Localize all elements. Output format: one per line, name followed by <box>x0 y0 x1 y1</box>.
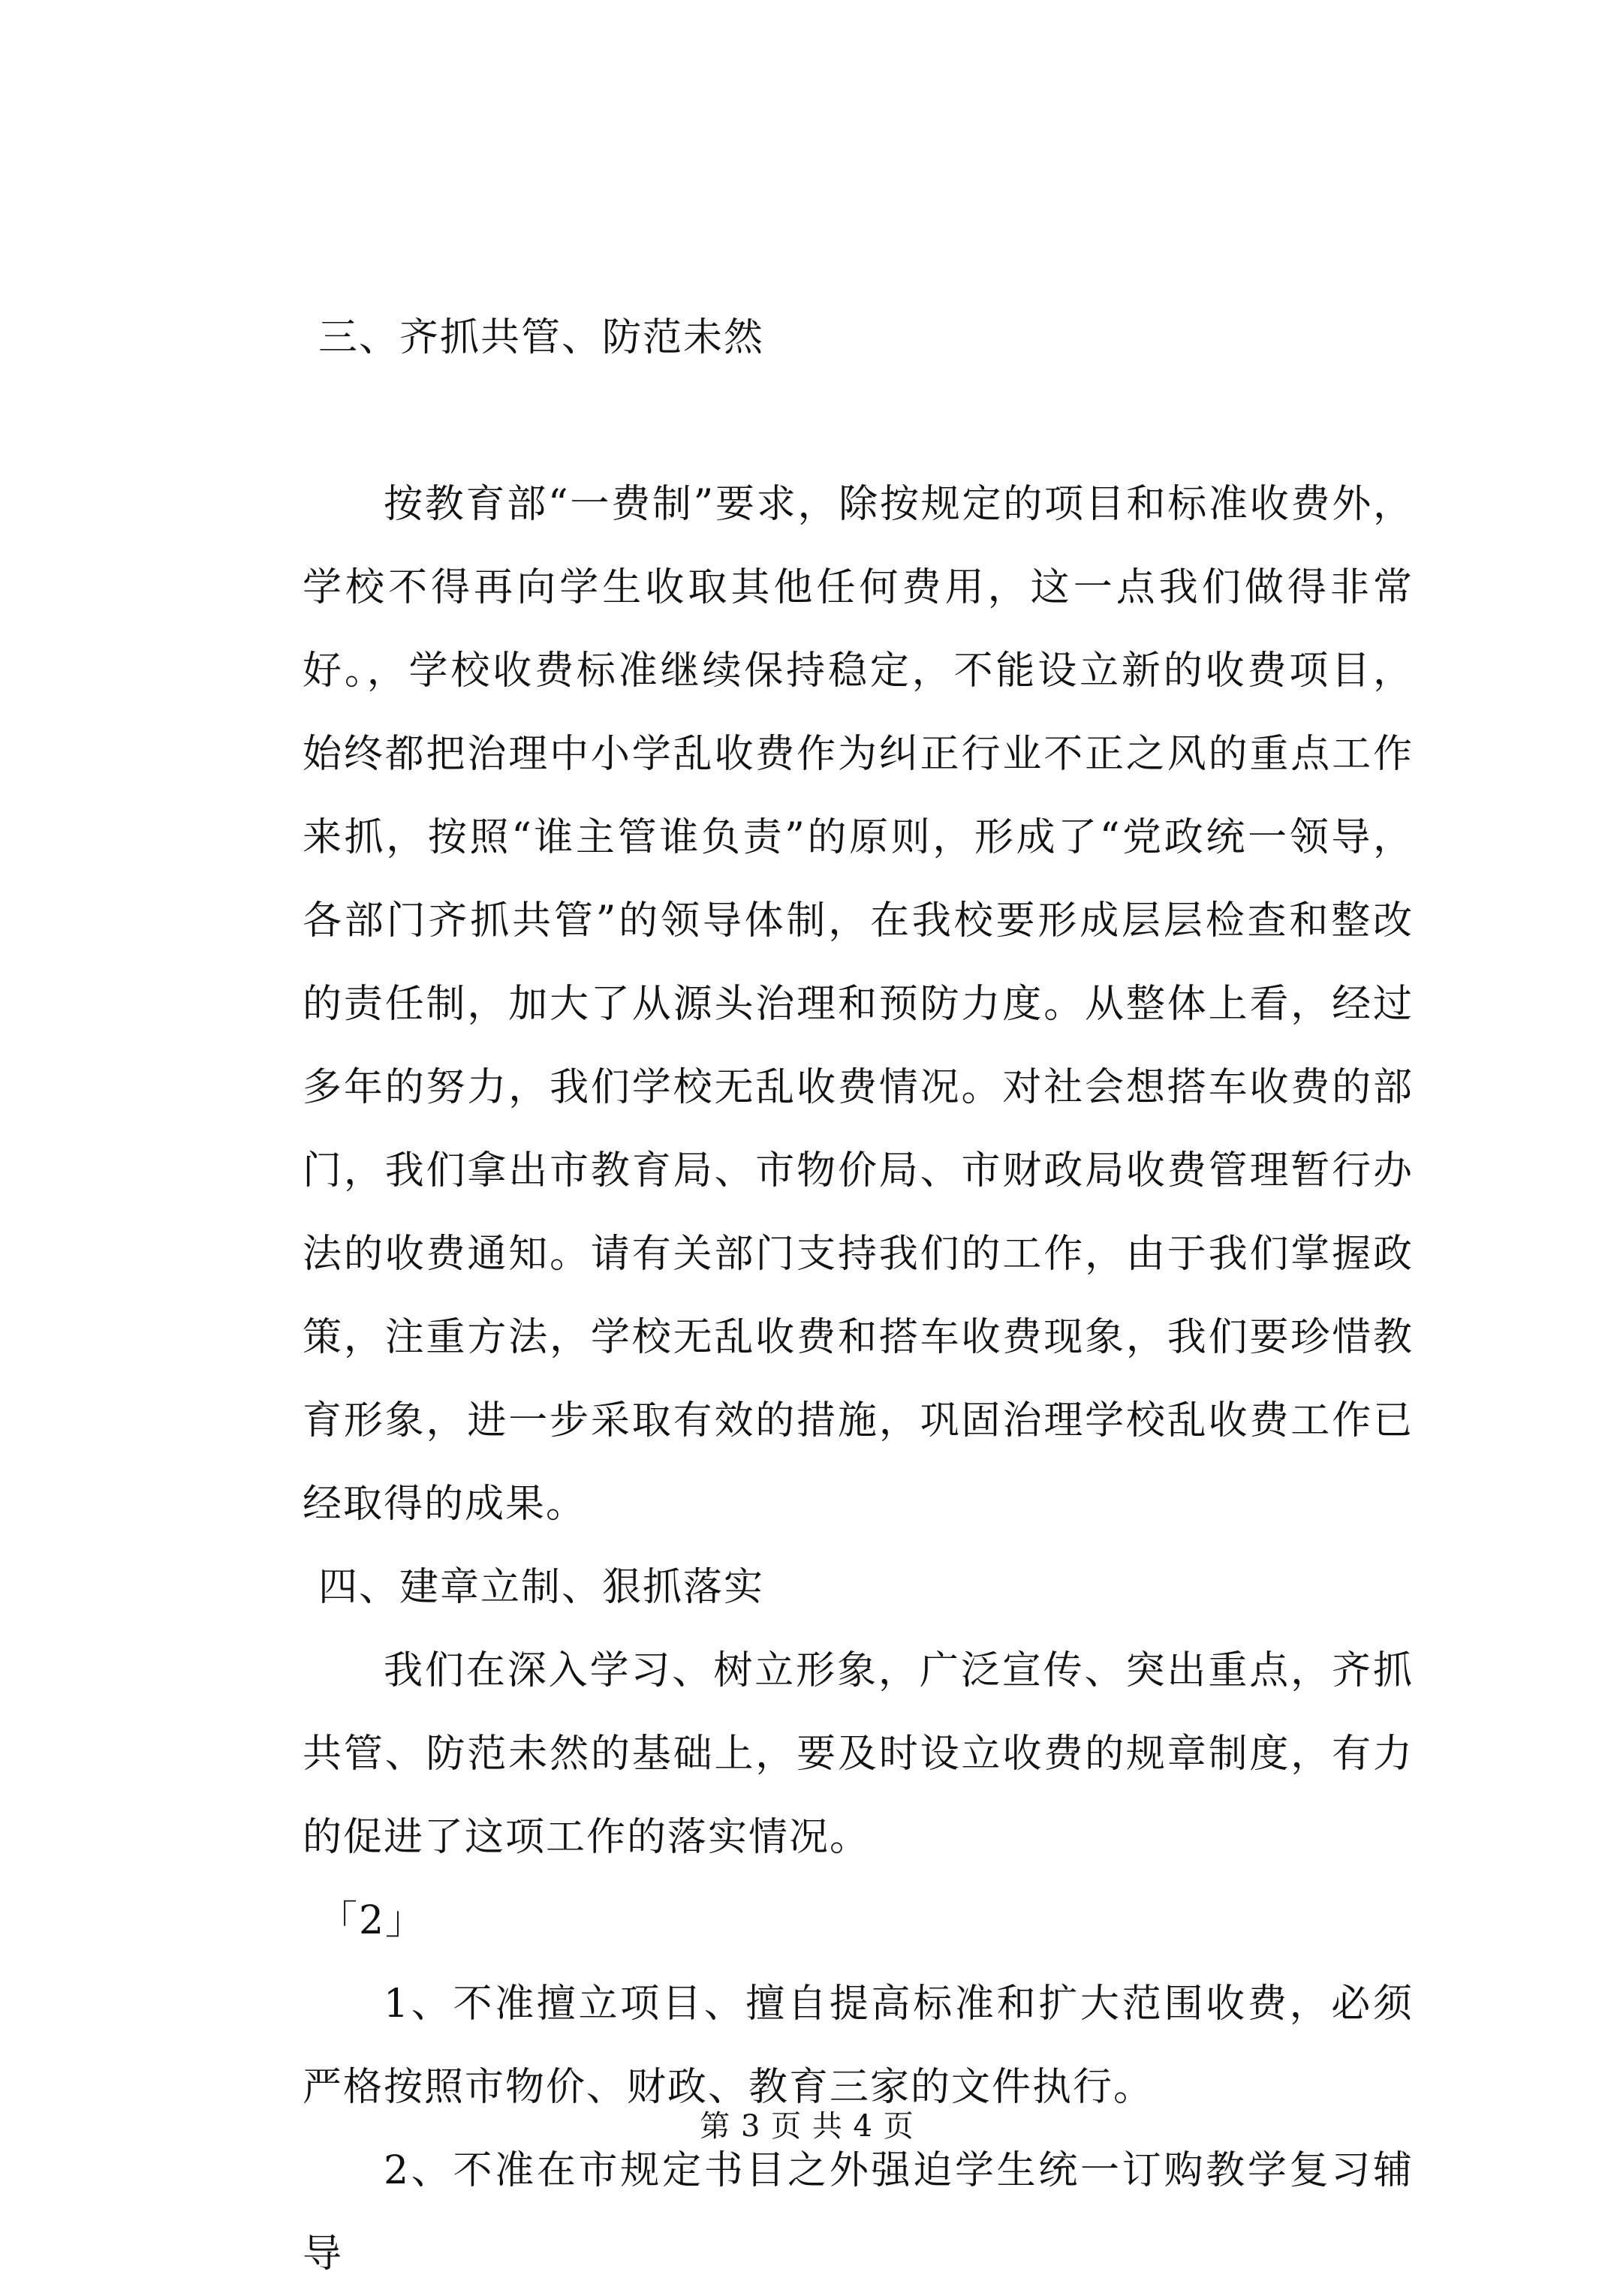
list-item-2-text: 2、不准在市规定书目之外强迫学生统一订购教学复习辅导 <box>303 2148 1414 2276</box>
page-number-footer: 第 3 页 共 4 页 <box>700 2109 914 2144</box>
section-paragraph-3 <box>303 380 1414 1546</box>
list-item-1-text: 1、不准擅立项目、擅自提高标准和扩大范围收费，必须严格按照市物价、财政、教育三家的文件执行。 <box>303 1982 1414 2110</box>
section-paragraph-4 <box>303 1629 1414 1879</box>
list-item-1 <box>303 1963 1414 2129</box>
section-paragraph-4-text: 我们在深入学习、树立形象，广泛宣传、突出重点，齐抓共管、防范未然的基础上，要及时设立收费的规章制度，有力的促进了这项工作的落实情况。 <box>303 1648 1414 1860</box>
section-marker: 「2」 <box>318 1898 426 1943</box>
section-heading-4: 四、建章立制、狠抓落实 <box>318 1565 765 1610</box>
section-heading-3: 三、齐抓共管、防范未然 <box>318 315 765 360</box>
document-body <box>303 296 1414 2296</box>
section-paragraph-3-text: 按教育部“一费制”要求，除按规定的项目和标准收费外，学校不得再向学生收取其他任何费用，这一点我们做得非常好。，学校收费标准继续保持稳定，不能设立新的收费项目，始终都把治理中小学乱收费作为纠正行业不正之风的重点工作来抓，按照“谁主管谁负责”的原则，形成了“党政统一领导，各部门齐抓共管”的领导体制，在我校要形成层层检查和整改的责任制，加大了从源头治理和预防力度。从整体上看，经过多年的努力，我们学校无乱收费情况。对社会想搭车收费的部门，我们拿出市教育局、市物价局、市财政局收费管理暂行办法的收费通知。请有关部门支持我们的工作，由于我们掌握政策，注重方法，学校无乱收费和搭车收费现象，我们要珍惜教育形象，进一步采取有效的措施，巩固治理学校乱收费工作已经取得的成果。 <box>303 482 1414 1527</box>
list-item-2 <box>303 2129 1414 2296</box>
